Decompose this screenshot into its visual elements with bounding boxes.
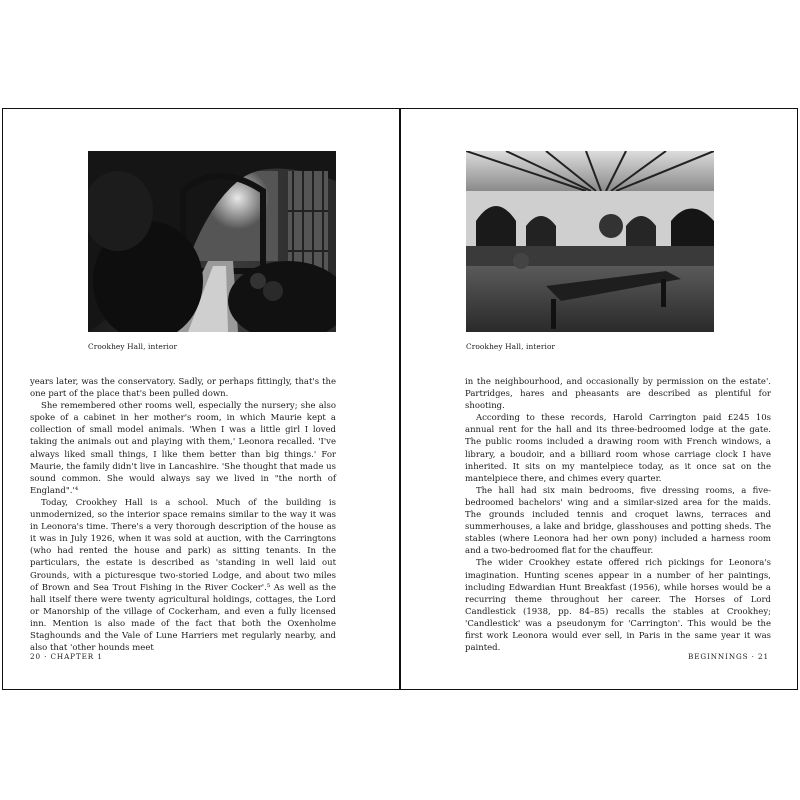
photo-caption: Crookhey Hall, interior bbox=[88, 342, 178, 351]
paragraph: years later, was the conservatory. Sadly, or perhaps fittingly, that's the one part of the place that's been pulled down. bbox=[30, 377, 336, 400]
conservatory-photo-image bbox=[88, 151, 336, 332]
paragraph: The hall had six main bedrooms, five dressing rooms, a five-bedroomed bachelors' wing and a similar-sized area for the maids. The grounds included tennis and croquet lawns, terraces and summerhouses, a lake and bridge, glasshouses and potting sheds. The stables (where Leonora had her own pony) included a harness room and a two-bedroomed flat for the chauffeur. bbox=[465, 485, 771, 557]
paragraph: The wider Crookhey estate offered rich pickings for Leonora's imagination. Hunting scenes appear in a number of her paintings, including Edwardian Hunt Breakfast (1956), while horses would be a recurring theme throughout her career. The Horses of Lord Candlestick (1938, pp. 84–85) recalls the stables at Crookhey; 'Candlestick' was a pseudonym for 'Carrington'. This would be the first work Leonora would ever sell, in Paris in the same year it was painted. bbox=[465, 558, 771, 654]
left-page bbox=[2, 108, 400, 690]
paragraph: in the neighbourhood, and occasionally by permission on the estate'. Partridges, hares and pheasants are described as plentiful for shooting. bbox=[465, 377, 771, 412]
photo-caption: Crookhey Hall, interior bbox=[466, 342, 556, 351]
body-text bbox=[30, 376, 336, 654]
paragraph: According to these records, Harold Carrington paid £245 10s annual rent for the hall and its three-bedroomed lodge at the gate. The public rooms included a drawing room with French windows, a library, a boudoir, and a billiard room whose carriage clock I have inherited. It sits on my mantelpiece today, as it once sat on the mantelpiece there, and chimes every quarter. bbox=[465, 413, 771, 484]
body-text bbox=[465, 376, 771, 654]
right-page bbox=[400, 108, 798, 690]
conservatory-photo bbox=[88, 151, 336, 332]
paragraph: She remembered other rooms well, especially the nursery; she also spoke of a cabinet in her mother's room, in which Maurie kept a collection of small model animals. 'When I was a little girl I loved taking the animals out and playing with them,' Leonora recalled. 'I've always liked small things, I like them better than big things.' For Maurie, the family didn't live in Lancashire. 'She thought that made us sound common. She would always say we lived in "the north of England".'⁴ bbox=[30, 401, 336, 496]
page-folio: 20 · CHAPTER 1 bbox=[30, 652, 103, 661]
page-folio: BEGINNINGS · 21 bbox=[688, 652, 769, 661]
hall-photo bbox=[466, 151, 714, 332]
paragraph: Today, Crookhey Hall is a school. Much of the building is unmodernized, so the interior space remains similar to the way it was in Leonora's time. There's a very thorough description of the house as it was in July 1926, when it was sold at auction, with the Carringtons (who had rented the house and park) as sitting tenants. In the particulars, the estate is described as 'standing in well laid out Grounds, with a picturesque two-storied Lodge, and about two miles of Brown and Sea Trout Fishing in the River Cocker'.⁵ As well as the hall itself there were twenty agricultural holdings, cottages, the Lord or Manorship of the village of Cockerham, and even a fully licensed inn. Mention is also made of the fact that both the Oxenholme Staghounds and the Vale of Lune Harriers met regularly nearby, and also that 'other hounds meet bbox=[30, 497, 336, 654]
hall-photo-image bbox=[466, 151, 714, 332]
